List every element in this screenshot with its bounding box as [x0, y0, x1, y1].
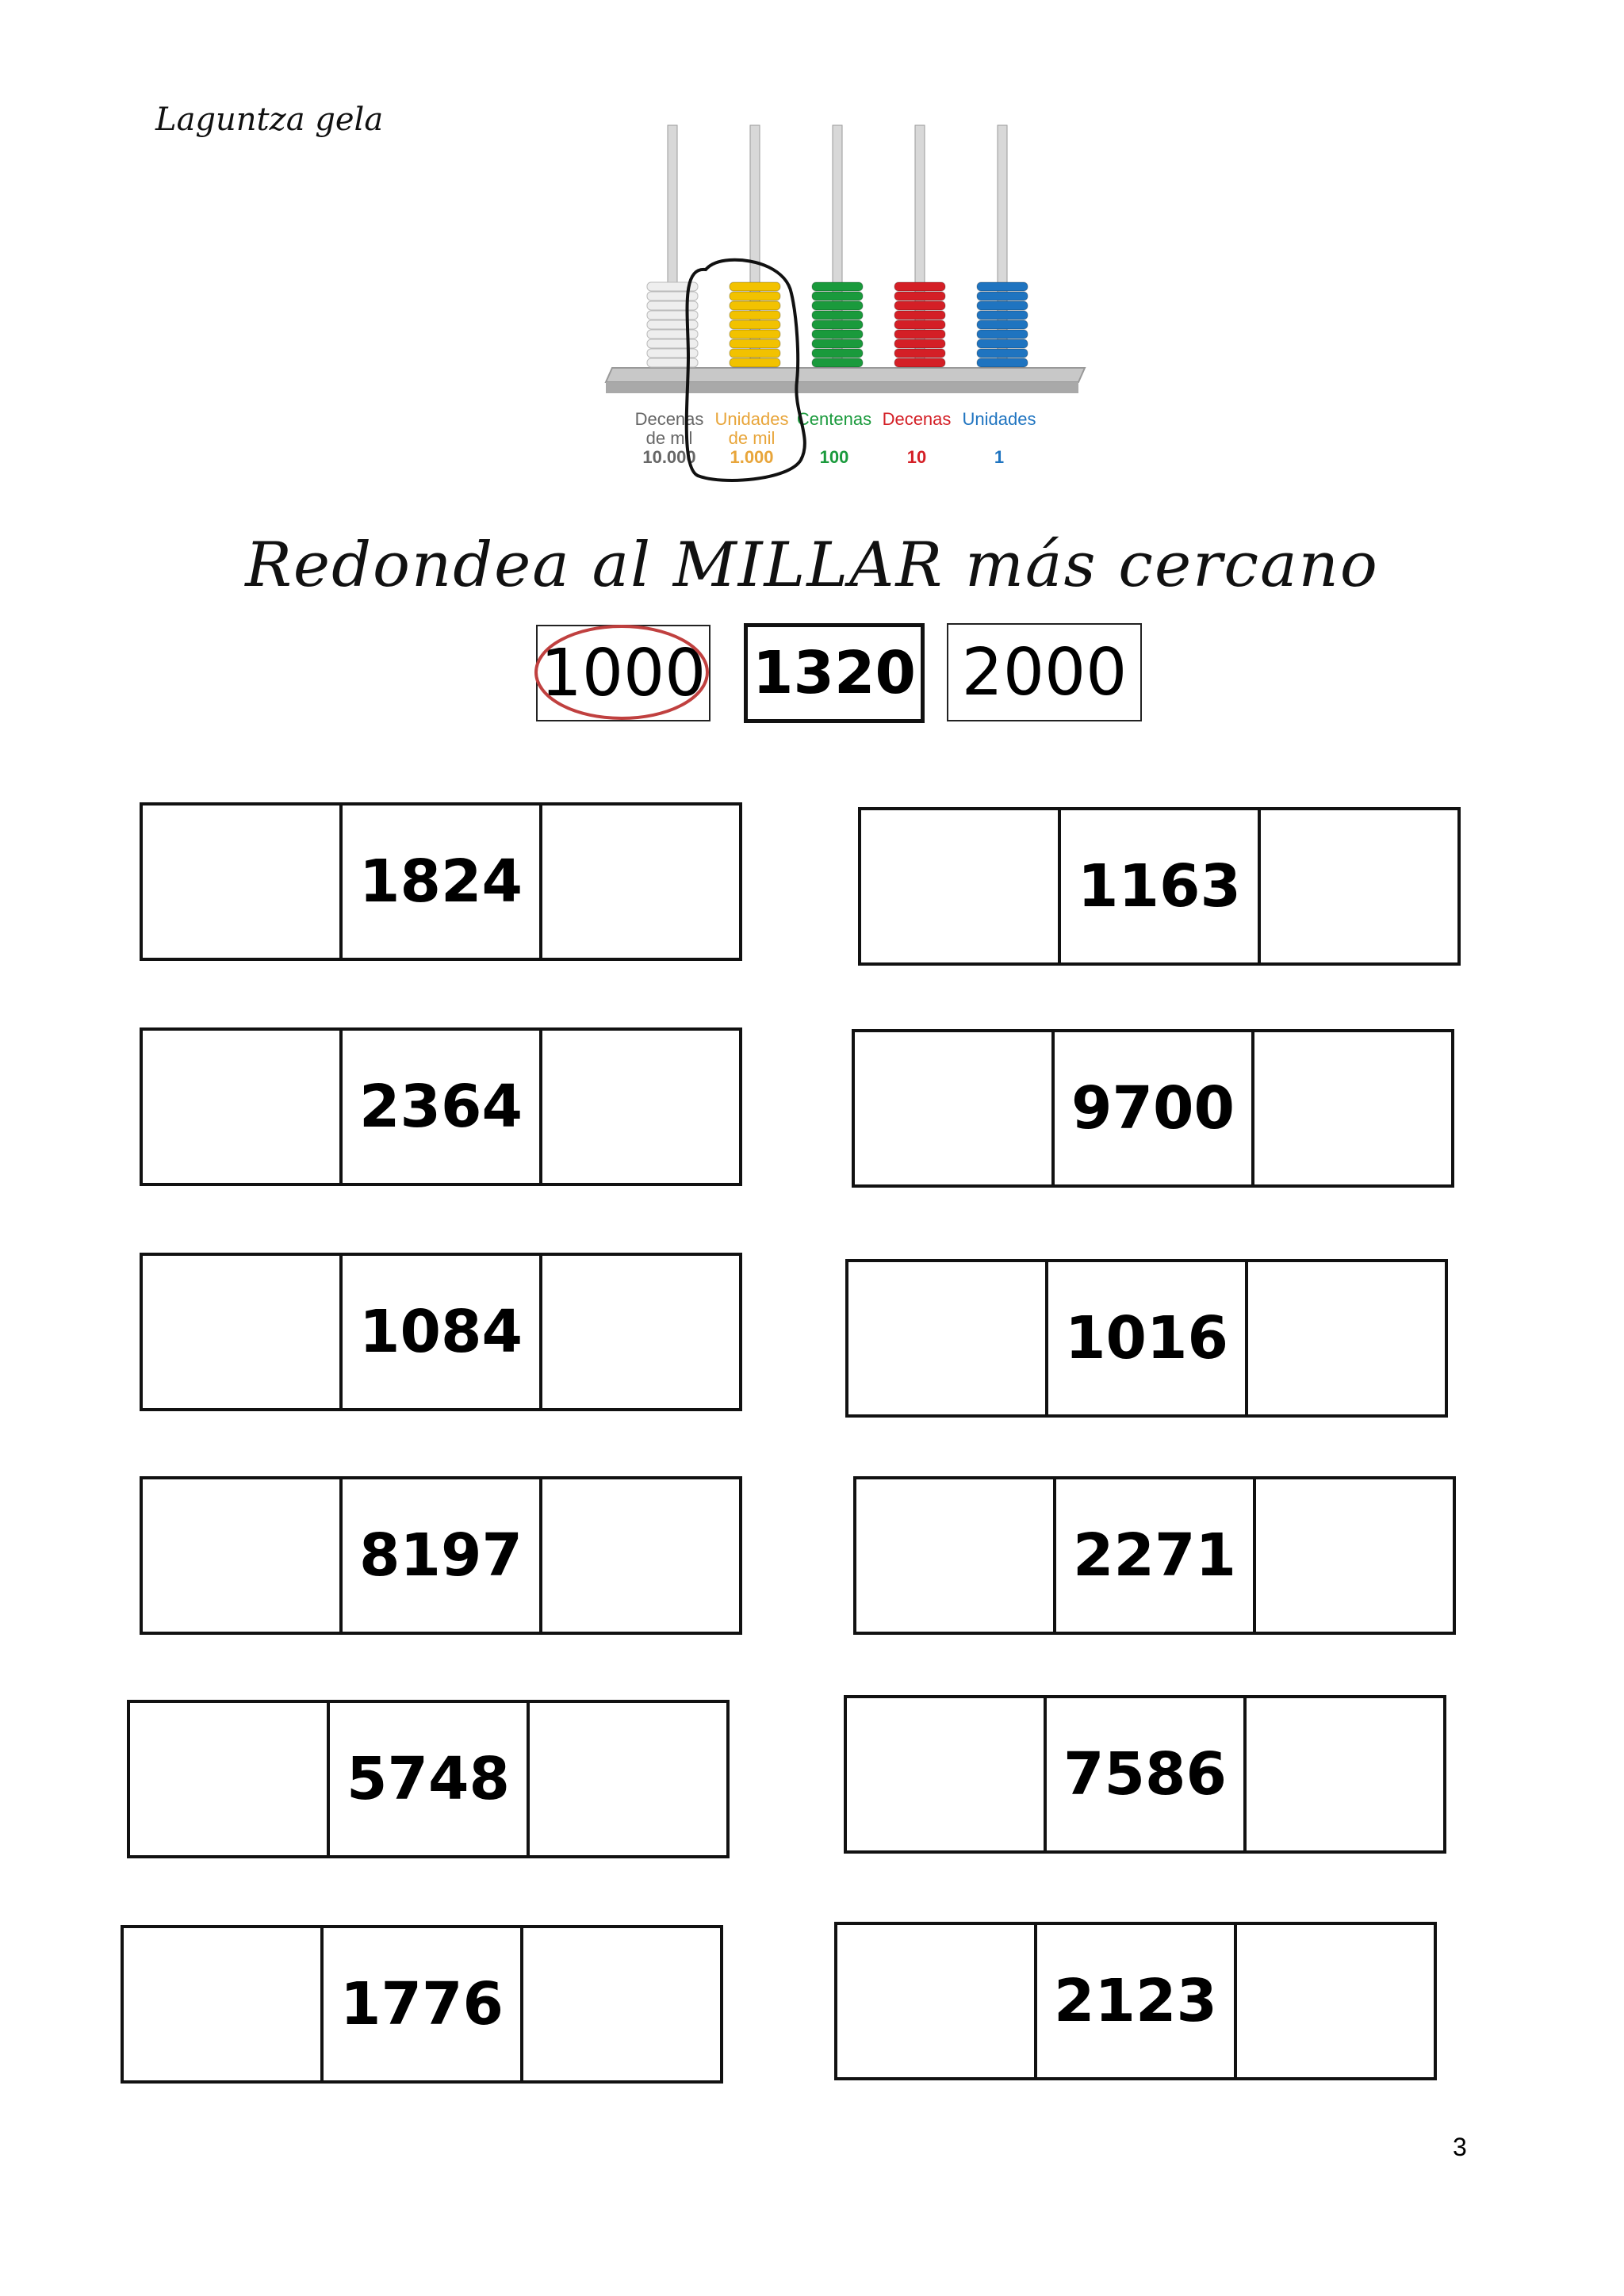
abacus-bead	[977, 339, 1028, 348]
abacus-bead	[894, 320, 945, 329]
abacus-base-front	[606, 382, 1078, 393]
answer-cell-upper[interactable]	[1245, 1262, 1445, 1414]
abacus-bead	[647, 292, 698, 300]
answer-cell-lower[interactable]	[124, 1928, 320, 2080]
abacus-column-label: de mil	[645, 428, 693, 448]
abacus-bead	[812, 349, 863, 358]
answer-cell-lower[interactable]	[143, 1256, 339, 1408]
answer-row	[127, 1700, 730, 1858]
answer-cell-upper[interactable]	[1243, 1698, 1443, 1850]
abacus-column-label: 10	[906, 447, 927, 467]
answer-cell-upper[interactable]	[527, 1703, 726, 1855]
abacus-bead	[647, 339, 698, 348]
number-cell: 2271	[1053, 1479, 1253, 1632]
abacus-column-label: Unidades	[714, 409, 789, 429]
abacus-bead	[812, 339, 863, 348]
number-cell: 9700	[1051, 1032, 1251, 1184]
abacus-bead	[812, 292, 863, 300]
answer-cell-lower[interactable]	[848, 1262, 1045, 1414]
abacus-bead	[730, 339, 780, 348]
answer-cell-lower[interactable]	[143, 1479, 339, 1632]
abacus-bead	[894, 358, 945, 367]
example-number-box	[744, 623, 925, 723]
number-cell: 1776	[320, 1928, 520, 2080]
answer-cell-upper[interactable]	[539, 1256, 739, 1408]
answer-cell-lower[interactable]	[143, 806, 339, 958]
abacus-bead	[647, 330, 698, 339]
abacus-column-label: 1.000	[730, 447, 774, 467]
answer-row	[853, 1476, 1456, 1635]
answer-cell-lower[interactable]	[847, 1698, 1044, 1850]
abacus-bead	[730, 349, 780, 358]
number-cell: 2364	[339, 1031, 539, 1183]
abacus-column-label: 100	[819, 447, 849, 467]
number-cell: 7586	[1044, 1698, 1243, 1850]
abacus-bead	[812, 358, 863, 367]
abacus-bead	[730, 330, 780, 339]
abacus-bead	[730, 282, 780, 291]
example-lower-value: 1000	[540, 635, 707, 711]
abacus-bead	[894, 311, 945, 320]
abacus-bead	[894, 339, 945, 348]
abacus-column-label: Centenas	[796, 409, 872, 429]
answer-cell-upper[interactable]	[539, 1031, 739, 1183]
abacus-bead	[647, 358, 698, 367]
example-upper-box	[947, 623, 1142, 721]
answer-cell-lower[interactable]	[130, 1703, 327, 1855]
abacus-column-label: Decenas	[634, 409, 704, 429]
abacus-column-label: de mil	[728, 428, 776, 448]
abacus-bead	[894, 292, 945, 300]
answer-row	[140, 1476, 742, 1635]
abacus-bead	[977, 358, 1028, 367]
answer-row	[140, 1027, 742, 1186]
abacus-column-label: 10.000	[642, 447, 696, 467]
abacus-bead	[812, 330, 863, 339]
abacus-bead	[894, 330, 945, 339]
instruction-title: Redondea al MILLAR más cercano	[245, 530, 1379, 601]
abacus-bead	[812, 311, 863, 320]
answer-cell-lower[interactable]	[143, 1031, 339, 1183]
answer-row	[845, 1259, 1448, 1418]
abacus-column-label: 1	[994, 447, 1005, 467]
answer-row	[852, 1029, 1454, 1188]
number-cell: 8197	[339, 1479, 539, 1632]
answer-cell-upper[interactable]	[1258, 810, 1457, 962]
answer-cell-upper[interactable]	[1234, 1925, 1434, 2077]
number-cell: 1084	[339, 1256, 539, 1408]
abacus-bead	[647, 301, 698, 310]
answer-row	[140, 802, 742, 961]
answer-row	[140, 1253, 742, 1411]
abacus-bead	[647, 311, 698, 320]
example-circle-mark	[528, 618, 718, 726]
abacus-bead	[730, 311, 780, 320]
abacus-illustration	[587, 119, 1094, 492]
number-cell: 1163	[1058, 810, 1258, 962]
abacus-bead	[977, 282, 1028, 291]
example-number-value: 1320	[753, 639, 916, 707]
abacus-beads	[647, 282, 1028, 367]
abacus-column-label: Decenas	[882, 409, 952, 429]
abacus-bead	[812, 320, 863, 329]
answer-cell-upper[interactable]	[539, 1479, 739, 1632]
answer-row	[844, 1695, 1446, 1854]
example-upper-value: 2000	[961, 634, 1128, 710]
abacus-column-labels	[635, 409, 1036, 467]
number-cell: 5748	[327, 1703, 527, 1855]
abacus-bead	[730, 292, 780, 300]
abacus-bead	[812, 301, 863, 310]
abacus-bead	[730, 320, 780, 329]
answer-cell-upper[interactable]	[520, 1928, 720, 2080]
abacus-column-label: Unidades	[962, 409, 1036, 429]
abacus-bead	[977, 330, 1028, 339]
abacus-base	[606, 368, 1085, 382]
abacus-bead	[977, 349, 1028, 358]
abacus-bead	[730, 358, 780, 367]
answer-cell-upper[interactable]	[539, 806, 739, 958]
abacus-bead	[730, 301, 780, 310]
answer-cell-upper[interactable]	[1251, 1032, 1451, 1184]
answer-row	[834, 1922, 1437, 2080]
answer-cell-lower[interactable]	[861, 810, 1058, 962]
abacus-bead	[894, 282, 945, 291]
answer-cell-lower[interactable]	[855, 1032, 1051, 1184]
answer-cell-lower[interactable]	[837, 1925, 1034, 2077]
abacus-bead	[894, 301, 945, 310]
answer-cell-lower[interactable]	[856, 1479, 1053, 1632]
header-label: Laguntza gela	[155, 101, 384, 138]
answer-row	[858, 807, 1461, 966]
answer-row	[121, 1925, 723, 2084]
number-cell: 2123	[1034, 1925, 1234, 2077]
abacus-bead	[977, 320, 1028, 329]
abacus-bead	[647, 320, 698, 329]
abacus-bead	[977, 292, 1028, 300]
number-cell: 1016	[1045, 1262, 1245, 1414]
answer-cell-upper[interactable]	[1253, 1479, 1453, 1632]
abacus-bead	[647, 349, 698, 358]
abacus-bead	[977, 301, 1028, 310]
number-cell: 1824	[339, 806, 539, 958]
abacus-bead	[977, 311, 1028, 320]
page-number: 3	[1453, 2133, 1467, 2161]
abacus-bead	[894, 349, 945, 358]
abacus-bead	[812, 282, 863, 291]
